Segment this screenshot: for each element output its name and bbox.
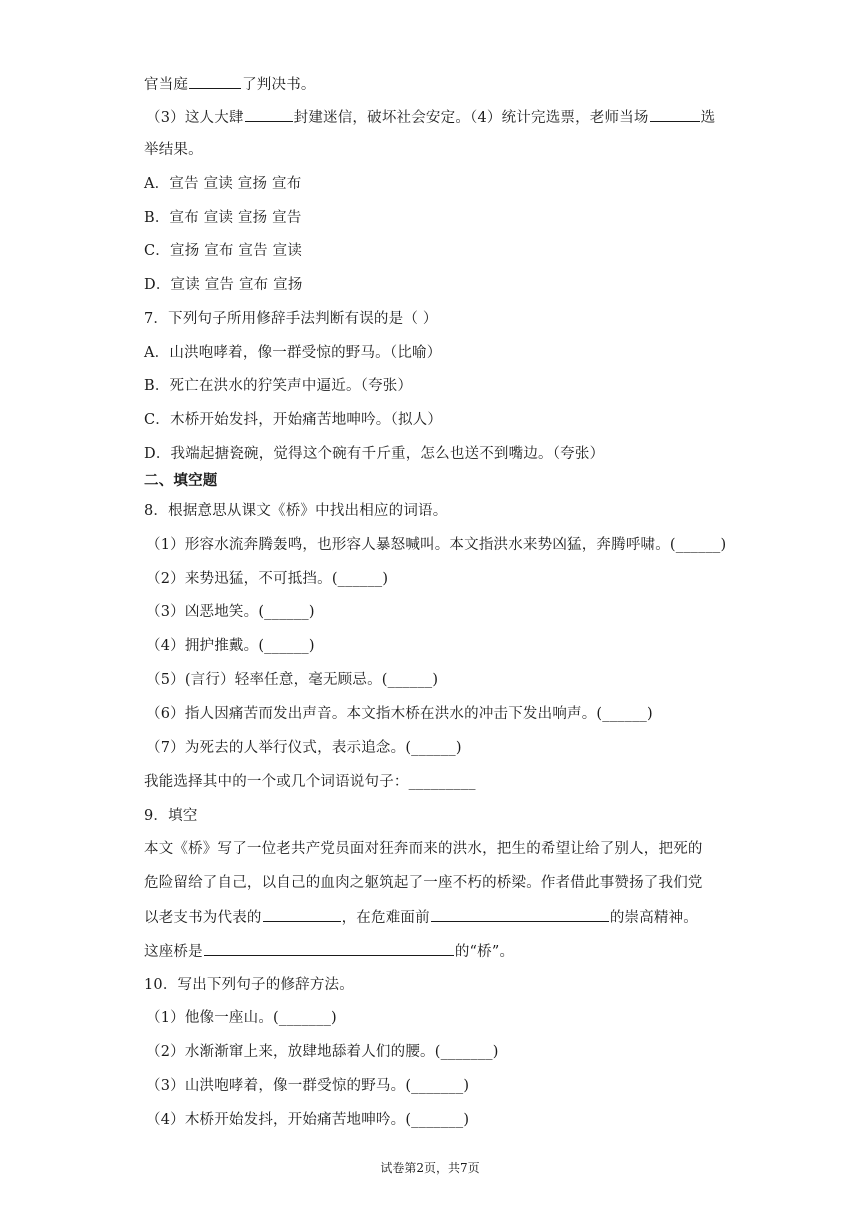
q8-item-3[interactable]: （3）凶恶地笑。(______) [146,604,315,620]
q6-cont-pre: 官当庭 [144,77,189,93]
answer-blank[interactable] [204,941,454,956]
q8-item-1[interactable]: （1）形容水流奔腾轰鸣，也形容人暴怒喊叫。本文指洪水来势凶猛，奔腾呼啸。(______) [146,537,727,553]
q6-cont-post: 了判决书。 [242,77,316,93]
q7-stem: 7．下列句子所用修辞手法判断有误的是（ ） [144,311,438,327]
q6-option-d[interactable]: D．宣读 宣告 宣布 宣扬 [144,277,303,293]
q7-option-d[interactable]: D．我端起搪瓷碗，觉得这个碗有千斤重，怎么也送不到嘴边。（夸张） [144,446,605,462]
q6-subitem-3-text: （3）这人大肆 [146,110,244,126]
q10-item-1[interactable]: （1）他像一座山。(_______) [146,1010,337,1026]
q9-paragraph-line-3 [144,907,698,928]
q8-stem: 8．根据意思从课文《桥》中找出相应的词语。 [144,503,448,519]
q8-sentence-prompt[interactable]: 我能选择其中的一个或几个词语说句子：_________ [144,774,476,790]
q6-option-a[interactable]: A．宣告 宣读 宣扬 宣布 [144,176,302,192]
q6-option-c[interactable]: C．宣扬 宣布 宣告 宣读 [144,243,303,259]
q8-item-6[interactable]: （6）指人因痛苦而发出声音。本文指木桥在洪水的冲击下发出响声。(______) [146,706,653,722]
q8-item-5[interactable]: （5）(言行）轻率任意，毫无顾忌。(______) [146,672,439,688]
q10-item-2[interactable]: （2）水渐渐窜上来，放肆地舔着人们的腰。(_______) [146,1044,499,1060]
q6-subitems-line [146,107,715,128]
q6-option-b[interactable]: B．宣布 宣读 宣扬 宣告 [144,210,302,226]
q7-option-b[interactable]: B．死亡在洪水的狞笑声中逼近。（夸张） [144,378,413,394]
q10-item-4[interactable]: （4）木桥开始发抖，开始痛苦地呻吟。(_______) [146,1112,470,1128]
answer-blank[interactable] [650,107,700,122]
q9-line3-c: 的崇高精神。 [609,910,699,926]
q8-item-7[interactable]: （7）为死去的人举行仪式，表示追念。(______) [146,740,462,756]
q7-option-a[interactable]: A．山洪咆哮着，像一群受惊的野马。（比喻） [144,345,442,361]
q8-item-4[interactable]: （4）拥护推戴。(______) [146,638,315,654]
q6-continuation-line [144,74,316,95]
q6-wrap-line: 举结果。 [144,142,203,158]
section-heading-fill-in: 二、填空题 [144,472,218,489]
answer-blank[interactable] [263,907,341,922]
q9-paragraph-line-2: 危险留给了自己，以自己的血肉之躯筑起了一座不朽的桥梁。作者借此事赞扬了我们党 [144,875,703,891]
answer-blank[interactable] [245,107,293,122]
q10-stem: 10．写出下列句子的修辞方法。 [144,977,354,993]
q10-item-3[interactable]: （3）山洪咆哮着，像一群受惊的野马。(_______) [146,1078,470,1094]
q7-option-c[interactable]: C．木桥开始发抖，开始痛苦地呻吟。（拟人） [144,412,443,428]
q6-subitem-4-text: 封建迷信，破坏社会安定。（4）统计完选票，老师当场 [293,110,649,126]
answer-blank[interactable] [189,74,241,89]
q8-item-2[interactable]: （2）来势迅猛，不可抵挡。(______) [146,571,389,587]
q9-paragraph-line-1: 本文《桥》写了一位老共产党员面对狂奔而来的洪水，把生的希望让给了别人，把死的 [144,841,703,857]
q9-line4-b: 的“桥”。 [454,944,515,960]
q9-line4-a: 这座桥是 [144,944,203,960]
q6-subitem-4-tail: 选 [700,110,716,126]
answer-blank[interactable] [431,907,609,922]
q9-line3-b: ，在危难面前 [341,910,430,926]
q9-paragraph-line-4 [144,941,514,962]
q9-line3-a: 以老支书为代表的 [144,910,262,926]
page-footer: 试卷第2页，共7页 [380,1161,480,1175]
q9-stem: 9．填空 [144,808,198,824]
